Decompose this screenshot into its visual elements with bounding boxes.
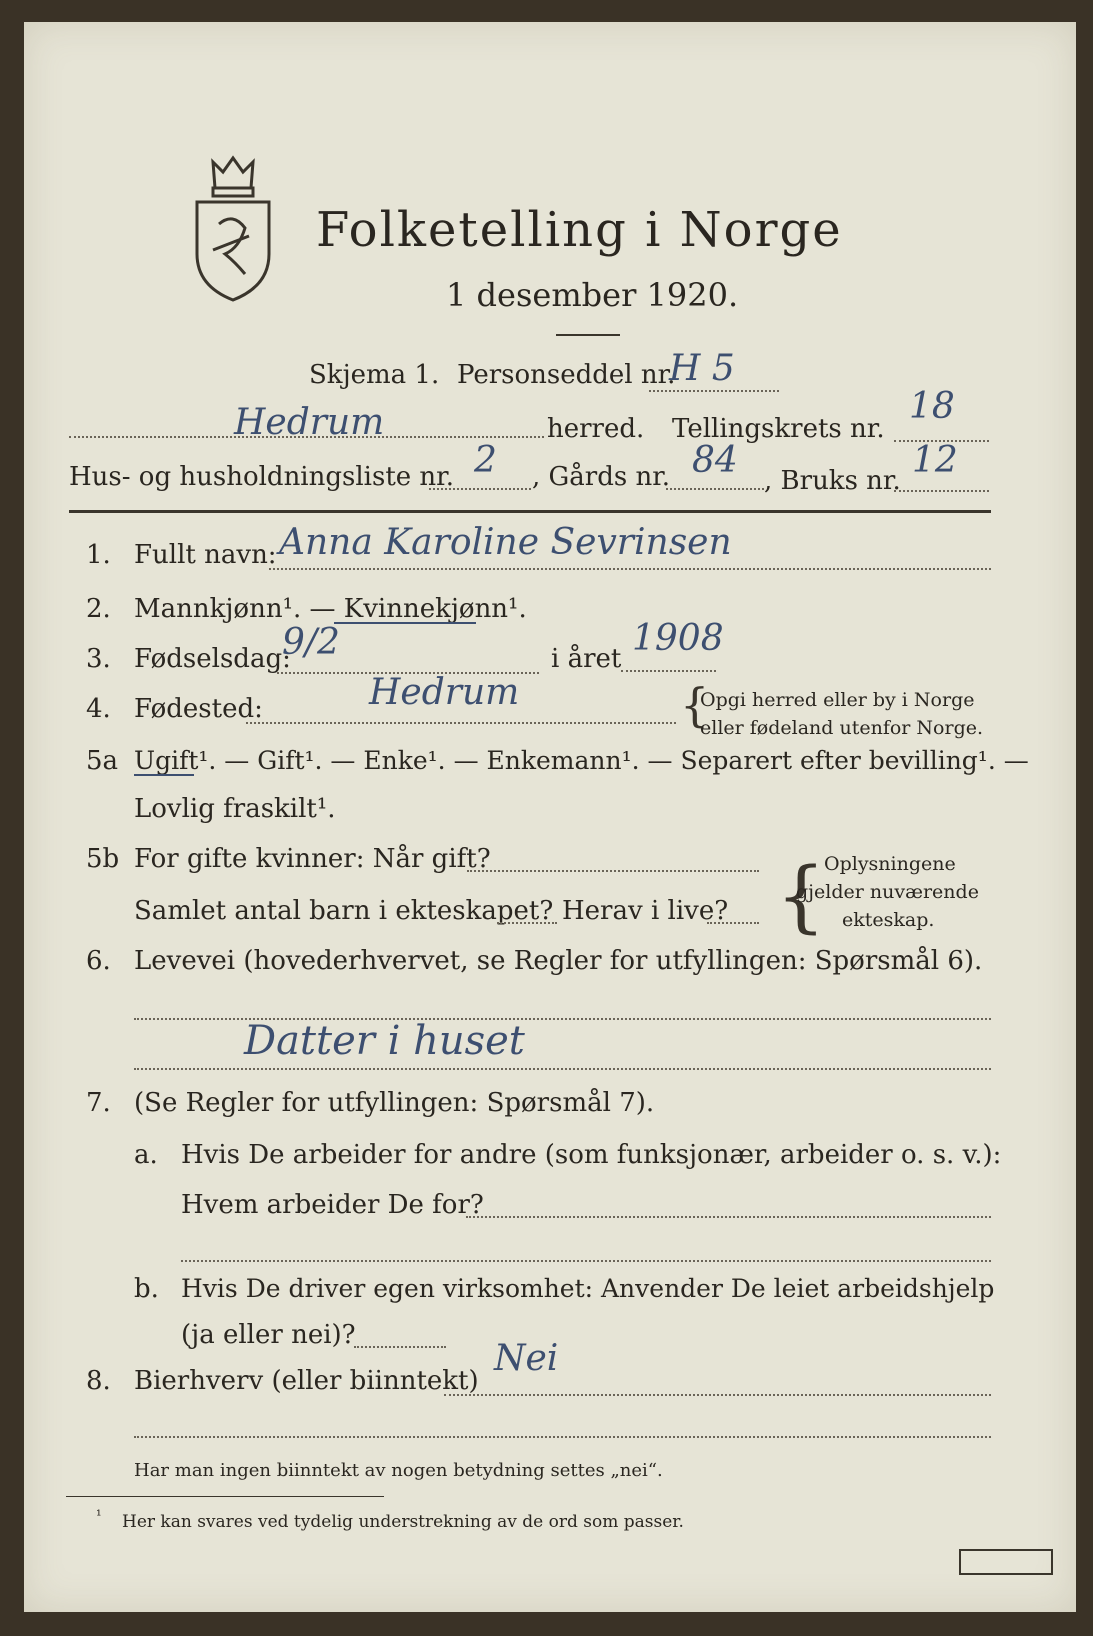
q6-number: 6.: [86, 946, 111, 976]
footnote: Her kan svares ved tydelig understrekning av de ord som passer.: [122, 1512, 684, 1532]
birth-year-value[interactable]: 1908: [632, 618, 724, 659]
q1-number: 1.: [86, 540, 111, 570]
q7a-letter: a.: [134, 1140, 158, 1170]
printer-stamp: [959, 1549, 1053, 1575]
q5b-note-3: ekteskap.: [842, 909, 935, 931]
birthplace-value[interactable]: Hedrum: [369, 672, 520, 713]
form-title: Folketelling i Norge: [316, 202, 843, 258]
schema-label: Skjema 1.: [309, 360, 440, 390]
q5b-label: For gifte kvinner: Når gift?: [134, 844, 491, 874]
q5b-number: 5b: [86, 844, 120, 874]
q8-number: 8.: [86, 1366, 111, 1396]
gards-value[interactable]: 84: [692, 440, 738, 481]
hus-value[interactable]: 2: [474, 440, 497, 481]
ugift-underline: [134, 774, 194, 776]
footer-note: Har man ingen biinntekt av nogen betydning settes „nei“.: [134, 1460, 663, 1481]
q7a-label: Hvis De arbeider for andre (som funksjonær, arbeider o. s. v.):: [181, 1140, 1002, 1170]
q7b-label: Hvis De driver egen virksomhet: Anvender De leiet arbeidshjelp: [181, 1274, 995, 1303]
q5a-label-2: Lovlig fraskilt¹.: [134, 794, 336, 824]
bruks-label: , Bruks nr.: [764, 466, 901, 496]
occupation-value[interactable]: Datter i huset: [244, 1018, 525, 1064]
q5b-note-1: Oplysningene: [824, 853, 956, 875]
census-date: 1 desember 1920.: [446, 276, 739, 314]
q7b-letter: b.: [134, 1274, 159, 1304]
q7-label: (Se Regler for utfyllingen: Spørsmål 7).: [134, 1088, 655, 1118]
q4-note-1: Opgi herred eller by i Norge: [700, 689, 975, 711]
q7a-label-2: Hvem arbeider De for?: [181, 1190, 484, 1220]
q5b-label-2: Samlet antal barn i ekteskapet?: [134, 896, 554, 926]
year-label: i året: [551, 644, 622, 674]
bruks-value[interactable]: 12: [912, 440, 958, 481]
census-form: Folketelling i Norge 1 desember 1920. Skjema 1. Personseddel nr. H 5 Hedrum herred. Tellingskrets nr. 18 Hus- og husholdningsliste nr. 2 , Gårds nr. 84 , Bruks nr. 12 1. Fullt navn: Anna Karoline Sevrinsen 2. Mannkjønn¹. — Kvinnekjønn¹. 3. Fødselsdag: 9/2 i året 1908 4. Fødested: Hedrum { Opgi herred eller by i Norge eller fødeland utenfor Norge. 5a Ugift¹. — Gift¹. — Enke¹. — Enkemann¹. — Separert efter bevilling¹. — Lovlig fraskilt¹. 5b For gifte kvinner: Når gift? Samlet antal barn i ekteskapet? Herav i live? { Oplysningene gjelder nuværende ekteskap. 6. Levevei (hovederhvervet, se Regler for utfyllingen: Spørsmål 6). Datter i huset 7. (Se Regler for utfyllingen: Spørsmål 7). a. Hvis De arbeider for andre (som funksjonær, arbeider o. s. v.): Hvem arbeider De for? b. Hvis De driver egen virksomhet: Anvender De leiet arbeidshjelp (ja eller nei)? 8. Bierhverv (eller biinntekt) Nei Har man ingen biinntekt av nogen betydning settes „nei“. ¹ Her kan svares ved tydelig understrekning av de ord som passer.: [24, 22, 1076, 1612]
herred-value[interactable]: Hedrum: [234, 402, 385, 443]
q8-label: Bierhverv (eller biinntekt): [134, 1366, 479, 1396]
gards-label: , Gårds nr.: [532, 462, 671, 492]
footnote-mark: ¹: [96, 1508, 102, 1524]
q2-number: 2.: [86, 594, 111, 624]
q4-number: 4.: [86, 694, 111, 724]
q3-label: Fødselsdag:: [134, 644, 291, 674]
krets-label: Tellingskrets nr.: [672, 414, 885, 444]
q7-number: 7.: [86, 1088, 111, 1118]
q1-label: Fullt navn:: [134, 540, 277, 570]
q2-label: Mannkjønn¹. — Kvinnekjønn¹.: [134, 594, 527, 624]
side-income-value[interactable]: Nei: [494, 1338, 559, 1379]
person-number-value[interactable]: H 5: [669, 348, 735, 389]
birthday-value[interactable]: 9/2: [282, 622, 340, 663]
kvinnekjonn-underline: [334, 622, 476, 624]
q3-number: 3.: [86, 644, 111, 674]
q5a-label: Ugift¹. — Gift¹. — Enke¹. — Enkemann¹. — Separert efter bevilling¹. —: [134, 746, 1029, 775]
q5b-label-3: Herav i live?: [562, 896, 729, 926]
person-label: Personseddel nr.: [457, 360, 676, 390]
herred-label: herred.: [547, 414, 645, 444]
hus-label: Hus- og husholdningsliste nr.: [69, 462, 455, 492]
krets-value[interactable]: 18: [909, 386, 955, 427]
q4-note-2: eller fødeland utenfor Norge.: [700, 717, 984, 739]
q5b-note-2: gjelder nuværende: [796, 881, 979, 903]
full-name-value[interactable]: Anna Karoline Sevrinsen: [279, 522, 732, 563]
q7b-label-2: (ja eller nei)?: [181, 1320, 356, 1350]
coat-of-arms-icon: [189, 154, 277, 304]
q6-label: Levevei (hovederhvervet, se Regler for utfyllingen: Spørsmål 6).: [134, 946, 983, 976]
q4-label: Fødested:: [134, 694, 263, 724]
q5a-number: 5a: [86, 746, 119, 776]
